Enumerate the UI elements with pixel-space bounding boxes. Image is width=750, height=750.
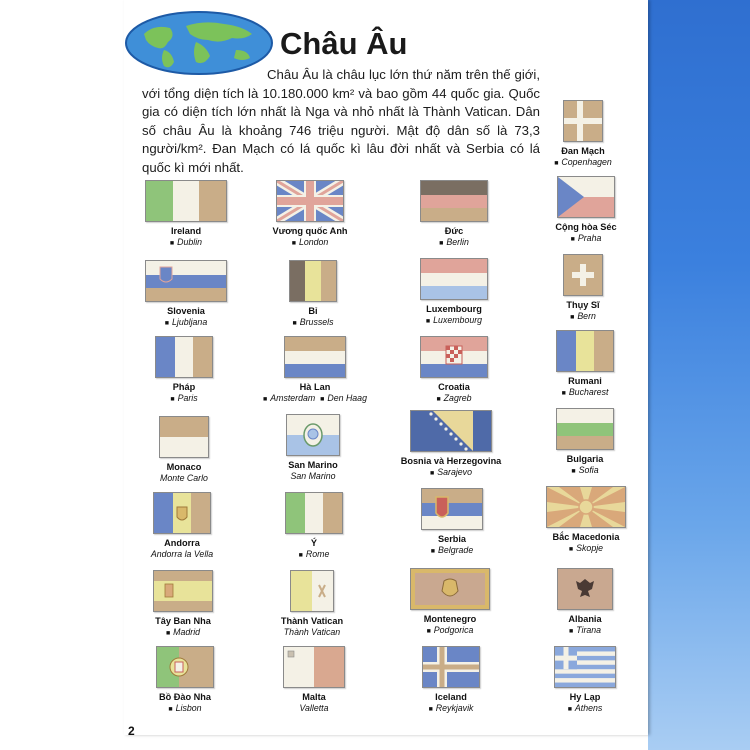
capital-name: ■ Bucharest [561,387,609,397]
capital-name: ■ Sofia [571,465,599,475]
country-name: Bồ Đào Nha [158,692,212,702]
country-name: Cộng hòa Séc [555,222,617,232]
flag-card-vuong-quoc-anh [240,180,380,247]
capital-name: ■ Zagreb [436,393,472,403]
capital-name: ■ Ljubljana [164,317,208,327]
capital-name: ■ Copenhagen [554,157,612,167]
serbia-flag-icon [421,488,483,530]
intro-paragraph: Châu Âu là châu lục lớn thứ năm trên thế giới, với tổng diện tích là 10.180.000 km² và bao gồm 44 quốc gia. Quốc gia có diện tích lớn nhất là Nga và nhỏ nhất là Thành Vatican. Dân số châu Âu là khoảng 746 triệu người. Mật độ dân số là 73,3 người/km². Đan Mạch có lá quốc kì lâu đời nhất và Serbia có lá quốc kì mới nhất. [142,67,540,175]
capital-name: ■ Tirana [568,625,602,635]
capital-name: San Marino [290,471,336,481]
blue-margin-decoration [648,0,750,750]
flag-card-ha-lan [245,336,385,403]
north-macedonia-flag-icon [546,486,626,528]
country-name: Thành Vatican [280,616,344,626]
capital-name: ■ Sarajevo [430,467,472,477]
capital-name: ■ Paris [170,393,198,403]
albania-flag-icon [557,568,613,610]
flag-card-bulgaria [515,408,655,475]
slovenia-flag-icon [145,260,227,302]
country-name: Tây Ban Nha [155,616,211,626]
flag-card-slovenia [116,260,256,327]
country-name: Croatia [438,382,470,392]
capital-name: Andorra la Vella [150,549,214,559]
flag-card-montenegro [380,568,520,635]
flag-card-croatia [384,336,524,403]
capital-name: ■ Brussels [292,317,334,327]
capital-name: ■ Rome [298,549,330,559]
country-name: Hà Lan [299,382,331,392]
capital-name: ■ Berlin [439,237,469,247]
capital-name: Valletta [299,703,329,713]
country-name: Bắc Macedonia [552,532,620,542]
country-name: Andorra [164,538,200,548]
flag-card-andorra [112,492,252,559]
malta-flag-icon [283,646,345,688]
capital-name: ■ Reykjavik [428,703,474,713]
belgium-flag-icon [289,260,337,302]
capital-name: ■ Podgorica [426,625,474,635]
flag-card-luxembourg [384,258,524,325]
flag-card-ireland [116,180,256,247]
flag-card-cong-hoa-sec [516,176,656,243]
czech-flag-icon [557,176,615,218]
spain-flag-icon [153,570,213,612]
capital-name: ■ Dublin [169,237,203,247]
italy-flag-icon [285,492,343,534]
germany-flag-icon [420,180,488,222]
flag-card-thanh-vatican [242,570,382,637]
country-name: Vương quốc Anh [272,226,348,236]
capital-name: Thành Vatican [283,627,341,637]
capital-name: ■ Athens [567,703,603,713]
switzerland-flag-icon [563,254,603,296]
flag-card-dan-mach [513,100,653,167]
uk-flag-icon [276,180,344,222]
country-name: Monaco [166,462,202,472]
capital-name: ■ Lisbon [168,703,202,713]
country-name: Bỉ [308,306,318,316]
andorra-flag-icon [153,492,211,534]
country-name: Đan Mạch [561,146,605,156]
capital-name: ■ Skopje [568,543,604,553]
country-name: Serbia [437,534,467,544]
flag-card-bac-macedonia [516,486,656,553]
page-title: Châu Âu [280,26,408,61]
romania-flag-icon [556,330,614,372]
capital-name: ■ Praha [570,233,602,243]
country-name: Luxembourg [426,304,482,314]
country-name: Thụy Sĩ [566,300,600,310]
country-name: Đức [444,226,464,236]
country-name: Ireland [170,226,202,236]
country-name: Bulgaria [566,454,604,464]
flag-card-thuy-si [513,254,653,321]
capital-name: ■ Madrid [165,627,201,637]
country-name: Ý [310,538,318,548]
country-name: San Marino [288,460,338,470]
flag-card-bo-dao-nha [115,646,255,713]
country-name: Albania [568,614,602,624]
page-number: 2 [128,724,135,738]
flag-card-monaco [114,416,254,483]
bosnia-flag-icon [410,410,492,452]
capital-name: ■ Bern [570,311,596,321]
ireland-flag-icon [145,180,227,222]
country-name: Bosnia và Herzegovina [400,456,502,466]
flag-card-rumani [515,330,655,397]
country-name: Iceland [435,692,467,702]
flag-card-albania [515,568,655,635]
capital-name: ■ London [291,237,329,247]
capital-name: ■ Belgrade [430,545,474,555]
france-flag-icon [155,336,213,378]
country-name: Rumani [568,376,602,386]
country-name: Pháp [172,382,196,392]
country-name: Slovenia [167,306,205,316]
iceland-flag-icon [422,646,480,688]
flag-card-phap [114,336,254,403]
flag-card-duc [384,180,524,247]
netherlands-flag-icon [284,336,346,378]
capital-name: ■ Amsterdam ■ Den Haag [263,393,367,403]
country-name: Montenegro [423,614,477,624]
country-name: Hy Lạp [569,692,601,702]
capital-name: ■ Luxembourg [425,315,483,325]
flag-card-san-marino [243,414,383,481]
flag-card-hy-lap [515,646,655,713]
flag-card-tay-ban-nha [113,570,253,637]
flag-card-bosnia [381,410,521,477]
flag-card-y [244,492,384,559]
flag-card-iceland [381,646,521,713]
flag-card-malta [244,646,384,713]
montenegro-flag-icon [410,568,490,610]
greece-flag-icon [554,646,616,688]
portugal-flag-icon [156,646,214,688]
country-name: Malta [302,692,326,702]
san-marino-flag-icon [286,414,340,456]
bulgaria-flag-icon [556,408,614,450]
flag-card-bi [243,260,383,327]
croatia-flag-icon [420,336,488,378]
flag-card-serbia [382,488,522,555]
vatican-flag-icon [290,570,334,612]
capital-name: Monte Carlo [160,473,208,483]
monaco-flag-icon [159,416,209,458]
denmark-flag-icon [563,100,603,142]
luxembourg-flag-icon [420,258,488,300]
